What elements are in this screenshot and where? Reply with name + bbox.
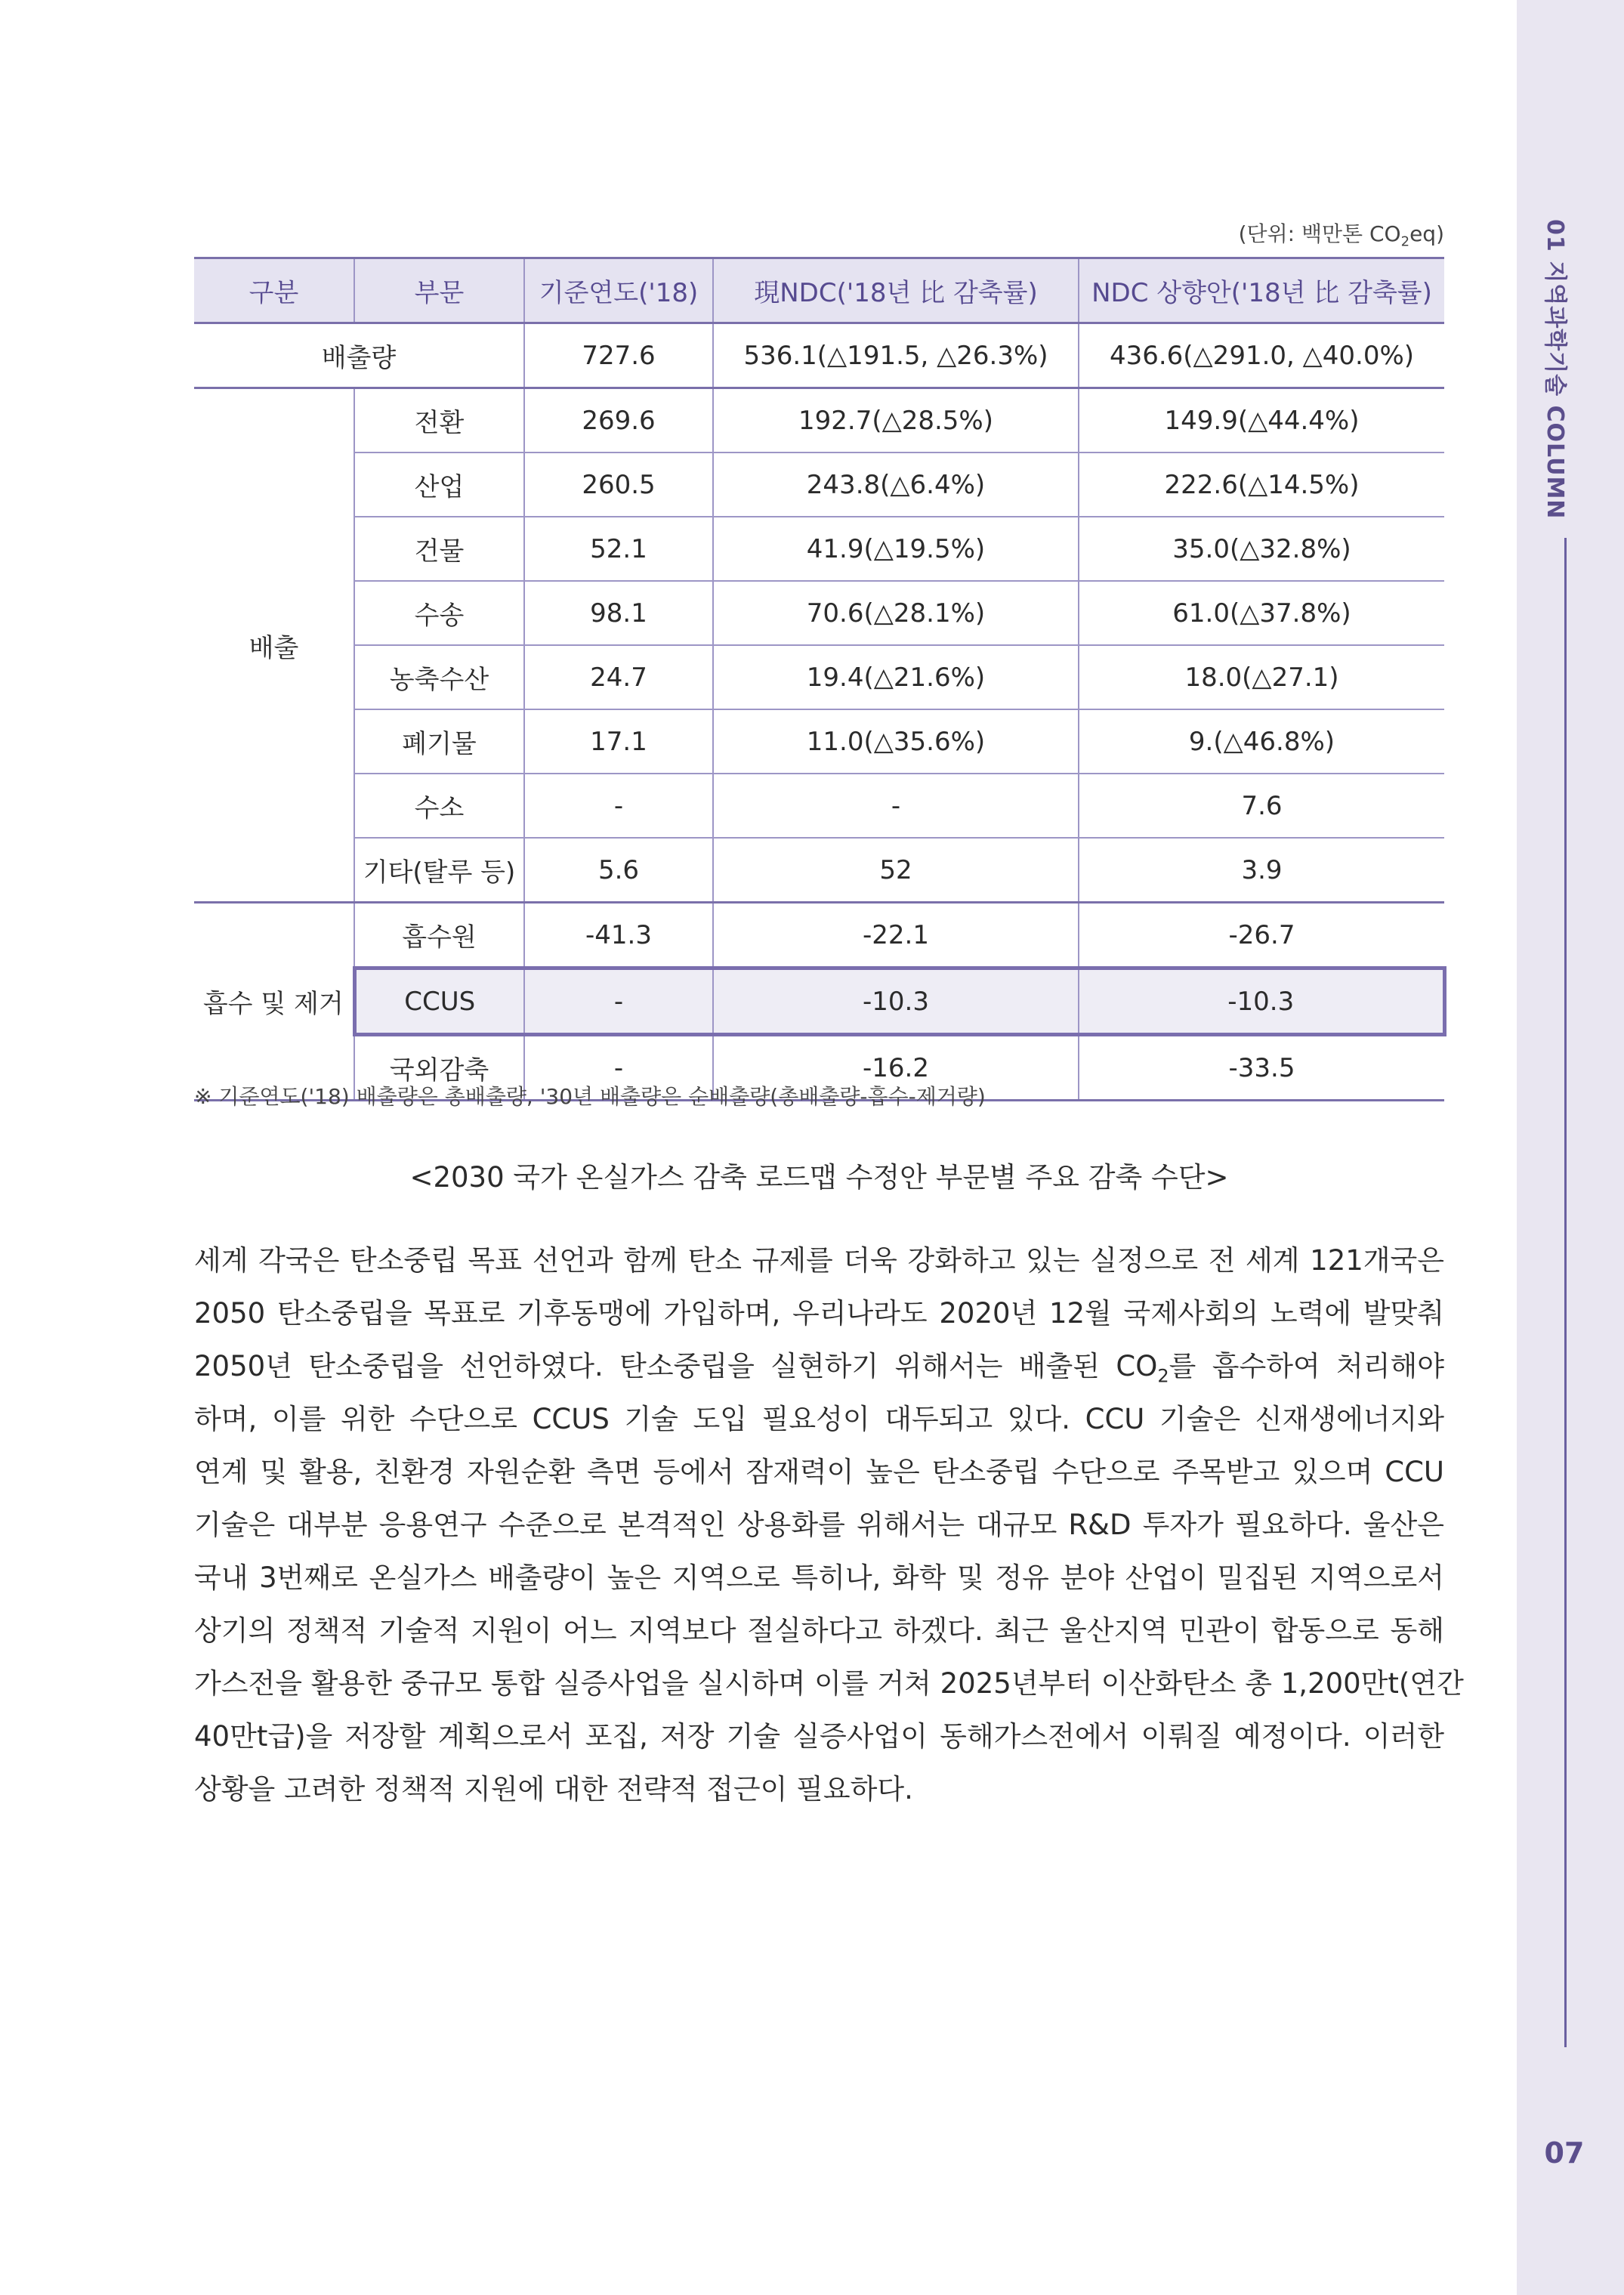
table-cell: 산업 — [354, 453, 524, 517]
table-cell: 192.7(△28.5%) — [713, 388, 1079, 453]
table-cell: 7.6 — [1079, 774, 1444, 838]
table-row — [194, 388, 1444, 453]
table-row — [194, 903, 1444, 968]
header-current-ndc: 現NDC('18년 比 감축률) — [713, 258, 1079, 323]
paragraph-line: 40만t급)을 저장할 계획으로서 포집, 저장 기술 실증사업이 동해가스전에서 이뤄질 예정이다. 이러한 — [194, 1720, 1444, 1753]
paragraph-line: 가스전을 활용한 중규모 통합 실증사업을 실시하며 이를 거쳐 2025년부터 이산화탄소 총 1,200만t(연간 — [194, 1667, 1464, 1700]
header-category: 구분 — [194, 258, 354, 323]
emissions-table — [194, 257, 1446, 1101]
header-raised-ndc: NDC 상향안('18년 比 감축률) — [1079, 258, 1444, 323]
table-cell: 흡수원 — [354, 903, 524, 968]
table-row — [194, 581, 1444, 645]
table-cell: 농축수산 — [354, 645, 524, 709]
unit-label: (단위: 백만톤 $CO_2eq$) — [1238, 221, 1444, 250]
table-cell: 70.6(△28.1%) — [713, 581, 1079, 645]
paragraph-line: 2050 탄소중립을 목표로 기후동맹에 가입하며, 우리나라도 2020년 12월 국제사회의 노력에 발맞춰 — [194, 1297, 1444, 1330]
table-cell: -33.5 — [1079, 1035, 1444, 1101]
section-title: 01 지역과학기술 COLUMN — [1542, 219, 1568, 520]
table-cell: 727.6 — [524, 323, 713, 388]
table-cell: 기타(탈루 등) — [354, 838, 524, 903]
table-cell: 24.7 — [524, 645, 713, 709]
table-cell: 35.0(△32.8%) — [1079, 517, 1444, 581]
paragraph-line: 국내 3번째로 온실가스 배출량이 높은 지역으로 특히나, 화학 및 정유 분야 산업이 밀집된 지역으로서 — [194, 1561, 1444, 1594]
table-cell: -16.2 — [713, 1035, 1079, 1101]
table-row — [194, 774, 1444, 838]
table-cell: - — [524, 1035, 713, 1101]
table-cell: CCUS — [354, 968, 524, 1035]
table-cell: 18.0(△27.1) — [1079, 645, 1444, 709]
paragraph-line: 연계 및 활용, 친환경 자원순환 측면 등에서 잠재력이 높은 탄소중립 수단으로 주목받고 있으며 CCU — [194, 1456, 1444, 1488]
table-cell: 536.1(△191.5, △26.3%) — [713, 323, 1079, 388]
table-row — [194, 709, 1444, 774]
table-cell: 전환 — [354, 388, 524, 453]
header-base-year: 기준연도('18) — [524, 258, 713, 323]
table-row — [194, 453, 1444, 517]
group-label-absorption: 흡수 및 제거 — [194, 903, 354, 1101]
table-cell: 260.5 — [524, 453, 713, 517]
table-row-total — [194, 323, 1444, 388]
table-row-highlighted — [194, 968, 1444, 1035]
table-cell: 243.8(△6.4%) — [713, 453, 1079, 517]
table-cell: 3.9 — [1079, 838, 1444, 903]
table-cell: 52 — [713, 838, 1079, 903]
table-cell: 61.0(△37.8%) — [1079, 581, 1444, 645]
table-cell: -41.3 — [524, 903, 713, 968]
table-cell: -10.3 — [1079, 968, 1444, 1035]
table-cell: 수소 — [354, 774, 524, 838]
table-cell: - — [713, 774, 1079, 838]
paragraph-line: 2050년 탄소중립을 선언하였다. 탄소중립을 실현하기 위해서는 배출된 $CO_2$를 흡수하여 처리해야 — [194, 1350, 1444, 1387]
table-cell: 9.(△46.8%) — [1079, 709, 1444, 774]
table-cell: 98.1 — [524, 581, 713, 645]
total-label: 배출량 — [194, 323, 524, 388]
table-cell: 5.6 — [524, 838, 713, 903]
paragraph-line: 상기의 정책적 기술적 지원이 어느 지역보다 절실하다고 하겠다. 최근 울산지역 민관이 합동으로 동해 — [194, 1614, 1444, 1647]
table-cell: 11.0(△35.6%) — [713, 709, 1079, 774]
table-cell: - — [524, 774, 713, 838]
table-row — [194, 517, 1444, 581]
paragraph-line: 상황을 고려한 정책적 지원에 대한 전략적 접근이 필요하다. — [194, 1773, 913, 1805]
table-row — [194, 645, 1444, 709]
table-cell: 수송 — [354, 581, 524, 645]
table-cell: - — [524, 968, 713, 1035]
table-cell: -22.1 — [713, 903, 1079, 968]
table-cell: -10.3 — [713, 968, 1079, 1035]
table-caption: <2030 국가 온실가스 감축 로드맵 수정안 부문별 주요 감축 수단> — [409, 1161, 1229, 1194]
page-number: 07 — [1544, 2136, 1585, 2170]
table-cell: 17.1 — [524, 709, 713, 774]
table-cell: 건물 — [354, 517, 524, 581]
table-footnote: ※ 기준연도('18) 배출량은 총배출량, '30년 배출량은 순배출량(총배출량-흡수-제거량) — [194, 1084, 986, 1109]
table-cell: 436.6(△291.0, △40.0%) — [1079, 323, 1444, 388]
table-header-row — [194, 258, 1444, 323]
table-cell: 폐기물 — [354, 709, 524, 774]
table-cell: -26.7 — [1079, 903, 1444, 968]
table-row — [194, 838, 1444, 903]
paragraph-line: 세계 각국은 탄소중립 목표 선언과 함께 탄소 규제를 더욱 강화하고 있는 실정으로 전 세계 121개국은 — [194, 1244, 1444, 1277]
header-sector: 부문 — [354, 258, 524, 323]
group-label-emission: 배출 — [194, 388, 354, 903]
table-cell: 41.9(△19.5%) — [713, 517, 1079, 581]
table-cell: 269.6 — [524, 388, 713, 453]
sidebar-divider — [1564, 538, 1567, 2047]
paragraph-line: 기술은 대부분 응용연구 수준으로 본격적인 상용화를 위해서는 대규모 R&D 투자가 필요하다. 울산은 — [194, 1509, 1444, 1541]
table-cell: 19.4(△21.6%) — [713, 645, 1079, 709]
table-cell: 222.6(△14.5%) — [1079, 453, 1444, 517]
table-cell: 국외감축 — [354, 1035, 524, 1101]
table-cell: 52.1 — [524, 517, 713, 581]
table-cell: 149.9(△44.4%) — [1079, 388, 1444, 453]
body-paragraph — [194, 1234, 1464, 1816]
paragraph-line: 하며, 이를 위한 수단으로 CCUS 기술 도입 필요성이 대두되고 있다. CCU 기술은 신재생에너지와 — [194, 1403, 1444, 1435]
